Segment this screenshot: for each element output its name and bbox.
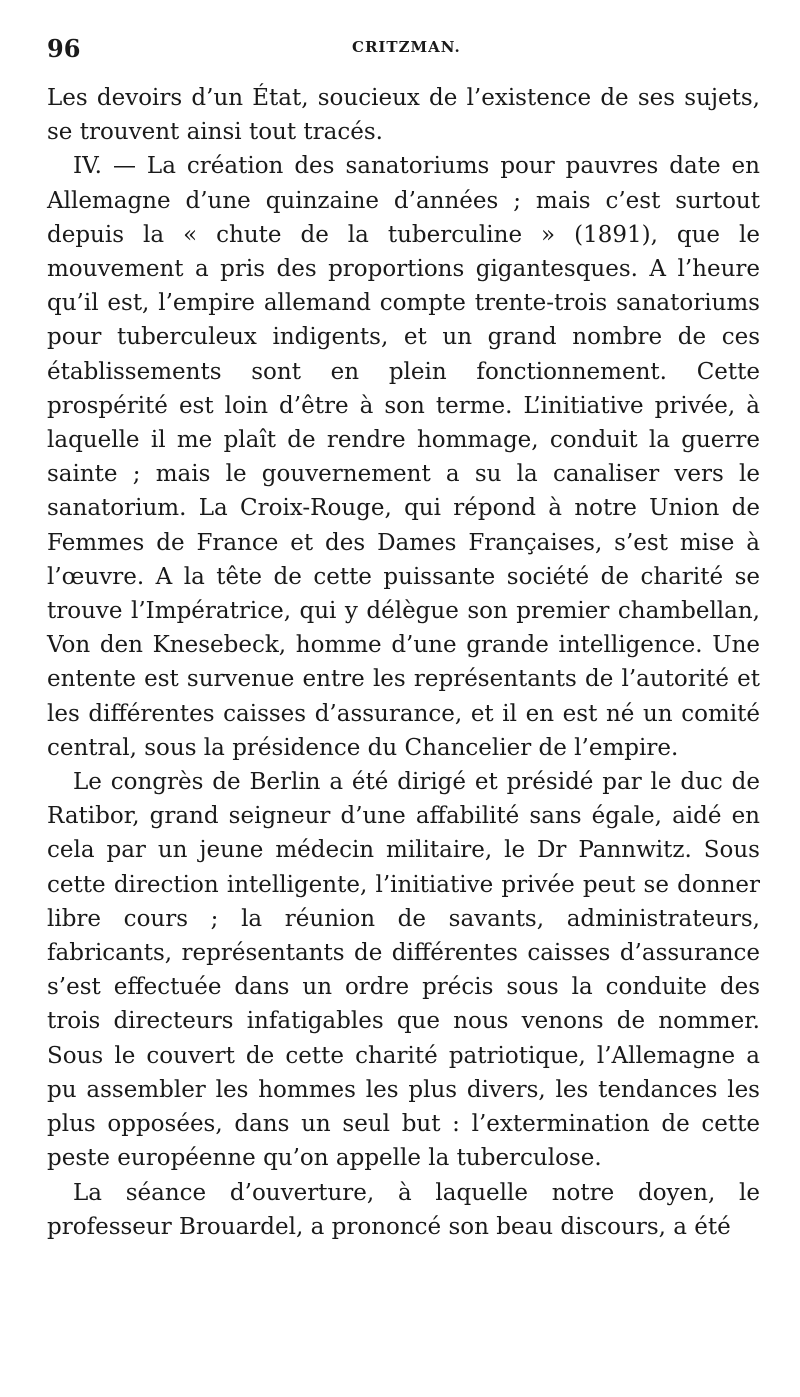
paragraph-1: Les devoirs d’un État, soucieux de l’existence de ses sujets, se trouvent ainsi tout tracés.	[47, 85, 760, 146]
page-header	[47, 30, 760, 78]
body-text	[47, 81, 760, 1244]
paragraph-2: IV. — La création des sanatoriums pour pauvres date en Allemagne d’une quinzaine d’années ; mais c’est surtout depuis la « chute de la tuberculine » (1891), que le mouvement a pris des proportions gigantesques. A l’heure qu’il est, l’empire allemand compte trente-trois sanatoriums pour tuberculeux indigents, et un grand nombre de ces établissements sont en plein fonctionnement. Cette prospérité est loin d’être à son terme. L’initiative privée, à laquelle il me plaît de rendre hommage, conduit la guerre sainte ; mais le gouvernement a su la canaliser vers le sanatorium. La Croix-Rouge, qui répond à notre Union de Femmes de France et des Dames Françaises, s’est mise à l’œuvre. A la tête de cette puissante société de charité se trouve l’Impératrice, qui y délègue son premier chambellan, Von den Knesebeck, homme d’une grande intelligence. Une entente est survenue entre les représentants de l’autorité et les différentes caisses d’assurance, et il en est né un comité central, sous la présidence du Chancelier de l’empire.	[47, 153, 760, 761]
paragraph-4: La séance d’ouverture, à laquelle notre doyen, le professeur Brouardel, a prononcé son beau discours, a été	[47, 1179, 760, 1240]
page-number: 96	[47, 34, 81, 63]
running-head: CRITZMAN.	[352, 38, 461, 56]
paragraph-3: Le congrès de Berlin a été dirigé et présidé par le duc de Ratibor, grand seigneur d’une affabilité sans égale, aidé en cela par un jeune médecin militaire, le Dr Pannwitz. Sous cette direction intelligente, l’initiative privée peut se donner libre cours ; la réunion de savants, administrateurs, fabricants, représentants de différentes caisses d’assurance s’est effectuée dans un ordre précis sous la conduite des trois directeurs infatigables que nous venons de nommer. Sous le couvert de cette charité patriotique, l’Allemagne a pu assembler les hommes les plus divers, les tendances les plus opposées, dans un seul but : l’extermination de cette peste européenne qu’on appelle la tuberculose.	[47, 769, 760, 1172]
